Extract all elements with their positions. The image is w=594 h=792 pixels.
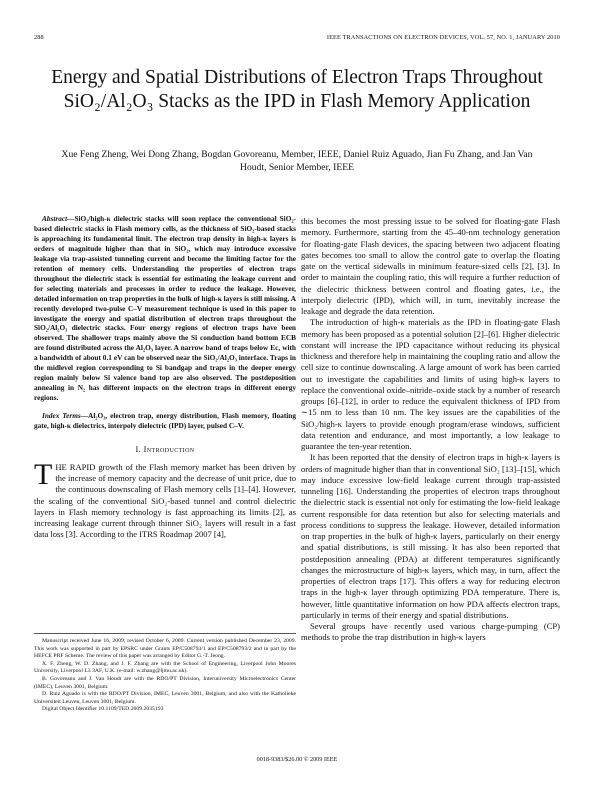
abstract-text: SiO₂/high-κ dielectric stacks will soon replace the conventional SiO₂-based dielectric stacks in Flash memory cells, as the thickness of SiO₂-based stacks is approaching its fundamental limit. The electron trap density in high-κ layers is orders of magnitude higher than that in SiO₂, which may introduce excessive leakage via trap-assisted tunneling current and become the limiting factor for the retention of memory cells. Understanding the properties of electron traps throughout the dielectric stack is essential for estimating the leakage current and for selecting materials and processes in order to reduce the leakage. However, detailed information on trap properties in the bulk of high-κ layers is still missing. A recently developed two-pulse C–V measurement technique is used in this paper to investigate the energy and spatial distribution of electron traps throughout the SiO₂/Al₂O₃ dielectric stacks. Four energy regions of electron traps have been observed. The shallower traps mainly above the Si conduction band bottom ECB are found distributed across the Al₂O₃ layer. A narrow band of traps below Ec, with a bandwidth of about 0.1 eV can be observed near the SiO₂/Al₂O₃ interface. Traps in the midlevel region corresponding to Si bandgap and traps in the deeper energy region mainly below Si valence band top are also observed. The postdeposition annealing in N₂ has different impacts on the electron traps in different energy regions. (34, 214, 296, 403)
intro-text: HE RAPID growth of the Flash memory market has been driven by the increase of memory capacity and the decrease of unit price, due to the continuous downscaling of Flash memory cells [1]–[4]. However, the scaling of the conventional SiO₂-based tunnel and control dielectric layers in Flash memory technology is fast approaching its limits [2], as increasing leakage current through thinner SiO₂ layers will result in a fast data loss [3]. According to the ITRS Roadmap 2007 [4], (34, 462, 296, 540)
journal-name: IEEE TRANSACTIONS ON ELECTRON DEVICES, VOL. 57, NO. 1, JANUARY 2010 (326, 34, 560, 41)
right-column (301, 216, 560, 644)
intro-paragraph (34, 458, 296, 540)
drop-cap: T (34, 458, 53, 492)
footnotes (34, 633, 296, 714)
author-list: Xue Feng Zheng, Wei Dong Zhang, Bogdan Govoreanu, Member, IEEE, Daniel Ruiz Aguado, Jian Fu Zhang, and Jan Van Houdt, Senior Member, IEEE (61, 149, 533, 173)
section-heading-introduction: I. Introduction (135, 445, 195, 455)
paper-title: Energy and Spatial Distributions of Electron Traps Throughout SiO₂/Al₂O₃ Stacks as the IPD in Flash Memory Application (51, 67, 543, 112)
footnote-affiliation-kul: D. Ruiz Aguado is with the RDO/PT Division, IMEC, Leuven 3001, Belgium, and also with the Katholieke Universiteit Leuven, Leuven 3001, Belgium. (34, 691, 296, 705)
left-column (34, 214, 296, 540)
page-number: 288 (34, 34, 44, 41)
index-terms-label: Index Terms— (42, 411, 89, 421)
index-terms-text: Al₂O₃, electron trap, energy distribution, Flash memory, floating gate, high-κ dielectrics, interpoly dielectric (IPD) layer, pulsed C–V. (34, 411, 296, 431)
abstract-label: Abstract— (42, 214, 75, 223)
body-paragraph: this becomes the most pressing issue to be solved for floating-gate Flash memory. Furthermore, starting from the 45–40-nm technology generation for floating-gate Flash devices, the spacing between two adjacent floating gates becomes too small to allow the control gate to overlap the floating gate on the vertical sidewalls in minimum feature-sized cells [2], [3]. In order to maintain the coupling ratio, this will require a further reduction of the dielectric thickness between control and floating gates, i.e., the interpoly dielectric (IPD), which will, in turn, inevitably increase the leakage and degrade the data retention. (301, 216, 560, 316)
copyright-line: 0018-9383/$26.00 © 2009 IEEE (256, 756, 338, 763)
footnote-affiliation-ljmu: X. F. Zheng, W. D. Zhang, and J. F. Zhang are with the School of Engineering, Liverpool John Moores University, Liverpool L3 3AF, U.K. (e-mail: w.zhang@ljmu.ac.uk). (34, 660, 296, 675)
abstract (34, 214, 296, 403)
footnote-doi: Digital Object Identifier 10.1109/TED.2009.2035193 (42, 706, 164, 713)
body-paragraph: The introduction of high-κ materials as the IPD in floating-gate Flash memory has been proposed as a potential solution [2]–[6]. Higher dielectric constant will increase the IPD capacitance without reducing its physical thickness and therefore help in maintaining the coupling ratio and allow the cell size to continue downscaling. A large amount of work has been carried out to investigate the capabilities and limits of using high-κ layers to replace the conventional oxide–nitride–oxide stack by a number of research groups [6]–[12], in order to reduce the equivalent thickness of IPD from ∼15 nm to less than 10 nm. The key issues are the capabilities of the SiO₂/high-κ layers to provide enough program/erase windows, sufficient data retention and endurance, and most importantly, a low leakage to guarantee the ten-year retention. (301, 317, 560, 451)
body-paragraph: It has been reported that the density of electron traps in high-κ layers is orders of magnitude higher than that in conventional SiO₂ [13]–[15], which may induce excessive low-field leakage current through trap-assisted tunneling [16]. Understanding the properties of electron traps throughout the dielectric stack is essential not only for estimating the low-field leakage current responsible for data retention but also for selecting materials and process conditions to suppress the leakage. However, detailed information on trap properties in the bulk of high-κ layers, particularly on their energy and spatial distributions, is still missing. It has also been reported that postdeposition annealing (PDA) at different temperatures significantly changes the microstructure of high-κ layers, which may, in turn, affect the properties of electron traps [17]. This offers a way for reducing electron traps in the high-κ layer through optimizing PDA temperature. There is, however, little quantitative information on how PDA affects electron traps, particularly in terms of their energy and spatial distributions. (301, 452, 560, 620)
footnote-affiliation-imec: B. Govoreanu and J. Van Houdt are with the RDO/PT Division, Interuniversity Microelectronics Center (IMEC), Leuven 3001, Belgium. (34, 675, 296, 690)
body-paragraph: Several groups have recently used various charge-pumping (CP) methods to probe the trap distribution in high-κ layers (301, 621, 560, 643)
footnote-manuscript: Manuscript received June 16, 2009; revised October 6, 2009. Current version published December 23, 2009. This work was supported in part by EPSRC under Grants EP/C508793/1 and EP/C508793/2 and in part by the HEFCE PRF Scheme. The review of this paper was arranged by Editor G.-T. Jeong. (34, 638, 296, 660)
index-terms (34, 411, 296, 431)
